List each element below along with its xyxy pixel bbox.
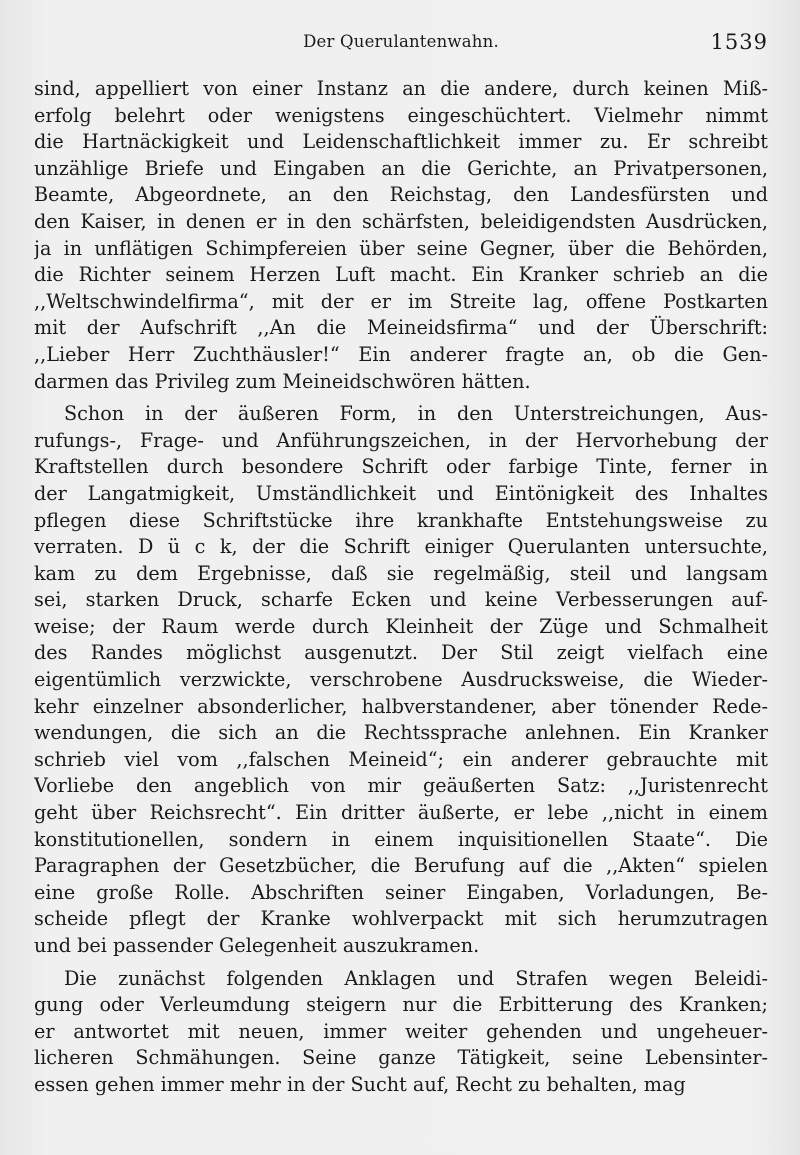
text-line: des Randes möglichst ausgenutzt. Der Stil zeigt vielfach eine: [34, 641, 768, 665]
page-number: 1539: [710, 30, 768, 54]
text-line: kehr einzelner absonderlicher, halbverstandener, aber tönender Rede-: [34, 694, 768, 718]
text-line: pflegen diese Schriftstücke ihre krankhafte Entstehungsweise zu: [34, 508, 768, 532]
text-line: schrieb viel vom ,,falschen Meineid“; ein anderer gebrauchte mit: [34, 747, 768, 771]
text-line: essen gehen immer mehr in der Sucht auf, Recht zu behalten, mag: [34, 1072, 686, 1096]
text-line: sind, appelliert von einer Instanz an die andere, durch keinen Miß-: [34, 77, 768, 100]
text-line: die Richter seinem Herzen Luft macht. Ein Kranker schrieb an die: [34, 263, 768, 287]
text-line: licheren Schmähungen. Seine ganze Tätigkeit, seine Lebensinter-: [34, 1046, 768, 1070]
text-line: weise; der Raum werde durch Kleinheit der Züge und Schmalheit: [34, 614, 768, 638]
text-line: unzählige Briefe und Eingaben an die Gerichte, an Privatpersonen,: [34, 156, 768, 180]
text-line: sei, starken Druck, scharfe Ecken und keine Verbesserungen auf-: [34, 588, 768, 612]
text-line: den Kaiser, in denen er in den schärfsten, beleidigendsten Ausdrücken,: [34, 209, 768, 233]
text-line: konstitutionellen, sondern in einem inquisitionellen Staate“. Die: [34, 827, 768, 851]
text-line: Paragraphen der Gesetzbücher, die Berufung auf die ,,Akten“ spielen: [34, 854, 768, 878]
running-head: [34, 32, 768, 60]
text-line: geht über Reichsrecht“. Ein dritter äußerte, er lebe ,,nicht in einem: [34, 801, 768, 825]
text-line: der Langatmigkeit, Umständlichkeit und Eintönigkeit des Inhaltes: [34, 481, 768, 505]
text-line: Schon in der äußeren Form, in den Unterstreichungen, Aus-: [64, 402, 768, 426]
text-line: wendungen, die sich an die Rechtssprache anlehnen. Ein Kranker: [34, 721, 768, 745]
text-line: erfolg belehrt oder wenigstens eingeschüchtert. Vielmehr nimmt: [34, 103, 768, 127]
paragraph: [34, 76, 768, 395]
body-text: [34, 76, 768, 1099]
text-line: Beamte, Abgeordnete, an den Reichstag, den Landesfürsten und: [34, 183, 768, 207]
text-line: mit der Aufschrift ,,An die Meineidsfirma“ und der Überschrift:: [34, 316, 768, 340]
text-line: Die zunächst folgenden Anklagen und Strafen wegen Beleidi-: [64, 966, 768, 990]
paragraph: [34, 966, 768, 1099]
text-line: darmen das Privileg zum Meineidschwören hätten.: [34, 369, 531, 393]
text-line: eine große Rolle. Abschriften seiner Eingaben, Vorladungen, Be-: [34, 880, 768, 904]
text-line: ,,Lieber Herr Zuchthäusler!“ Ein anderer fragte an, ob die Gen-: [34, 342, 768, 366]
text-line: gung oder Verleumdung steigern nur die Erbitterung des Kranken;: [34, 993, 768, 1017]
text-line: ,,Weltschwindelfirma“, mit der er im Streite lag, offene Postkarten: [34, 289, 768, 313]
text-line: die Hartnäckigkeit und Leidenschaftlichkeit immer zu. Er schreibt: [34, 130, 768, 154]
text-line: eigentümlich verzwickte, verschrobene Ausdrucksweise, die Wieder-: [34, 668, 768, 692]
text-line: ja in unflätigen Schimpfereien über seine Gegner, über die Behörden,: [34, 236, 768, 260]
running-title: Der Querulantenwahn.: [303, 32, 499, 51]
text-line: Vorliebe den angeblich von mir geäußerten Satz: ,,Juristenrecht: [34, 774, 768, 798]
text-line: verraten. D ü c k, der die Schrift einiger Querulanten untersuchte,: [34, 535, 768, 559]
text-line: Kraftstellen durch besondere Schrift oder farbige Tinte, ferner in: [34, 455, 768, 479]
text-line: scheide pflegt der Kranke wohlverpackt mit sich herumzutragen: [34, 907, 768, 931]
paragraph: [34, 401, 768, 959]
text-line: kam zu dem Ergebnisse, daß sie regelmäßig, steil und langsam: [34, 561, 768, 585]
text-line: er antwortet mit neuen, immer weiter gehenden und ungeheuer-: [34, 1019, 768, 1043]
text-line: rufungs-, Frage- und Anführungszeichen, in der Hervorhebung der: [34, 428, 768, 452]
text-line: und bei passender Gelegenheit auszukramen.: [34, 934, 480, 957]
